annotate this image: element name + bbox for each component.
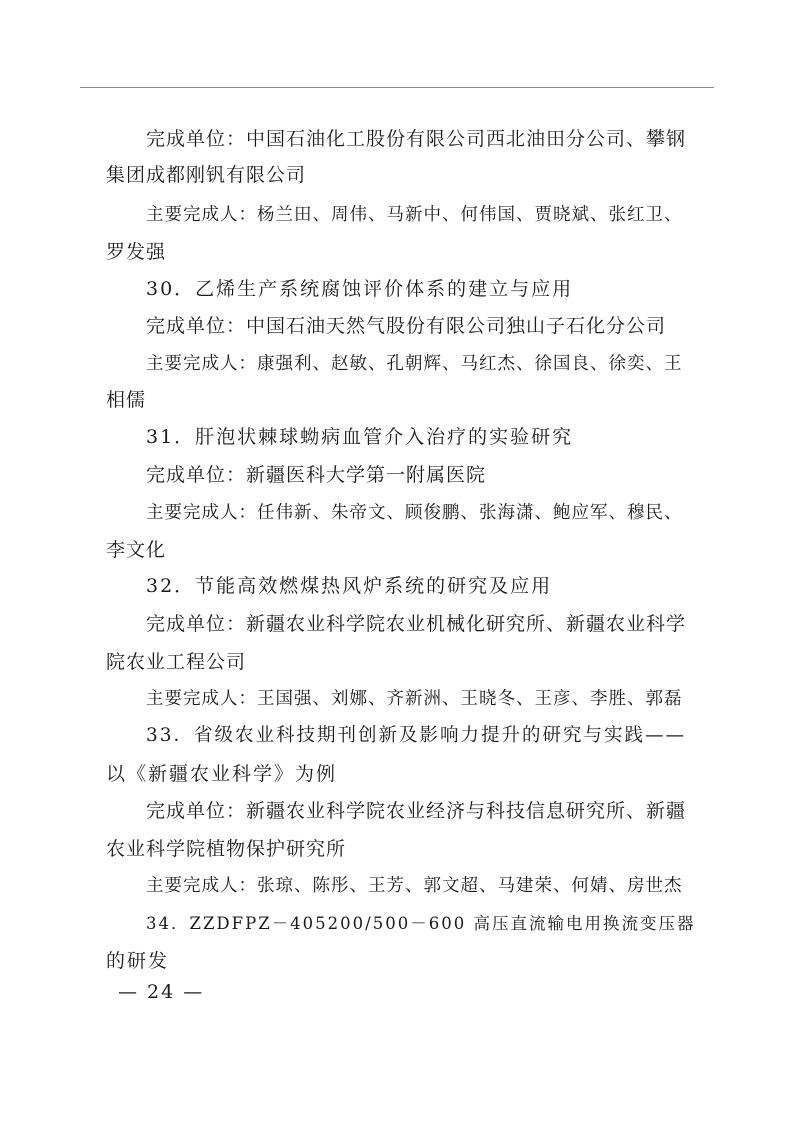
entry-29-unit-line-2: 集团成都刚钒有限公司 [106,164,307,186]
entry-33-unit-line-1: 完成单位：新疆农业科学院农业经济与科技信息研究所、新疆 [146,800,687,822]
entry-29-people-line-2: 罗发强 [106,241,167,263]
entry-32-title: 32．节能高效燃煤热风炉系统的研究及应用 [146,575,553,597]
entry-31-title: 31．肝泡状棘球蚴病血管介入治疗的实验研究 [146,426,574,448]
entry-33-unit-line-2: 农业科学院植物保护研究所 [106,838,347,860]
entry-34-title-line-2: 的研发 [106,950,170,972]
entry-32-people: 主要完成人：王国强、刘娜、齐新洲、王晓冬、王彦、李胜、郭磊 [146,689,683,709]
entry-32-unit-line-2: 院农业工程公司 [106,651,247,673]
entry-31-people-line-1: 主要完成人：任伟新、朱帝文、顾俊鹏、张海潇、鲍应军、穆民、 [146,503,683,523]
entry-32-unit-line-1: 完成单位：新疆农业科学院农业机械化研究所、新疆农业科学 [146,613,687,635]
entry-30-title: 30．乙烯生产系统腐蚀评价体系的建立与应用 [146,278,574,300]
entry-30-people-line-1: 主要完成人：康强利、赵敏、孔朝辉、马红杰、徐国良、徐奕、王 [146,354,683,374]
header-rule [80,87,714,88]
entry-33-title-line-2: 以《新疆农业科学》为例 [106,763,338,785]
entry-29-people-line-1: 主要完成人：杨兰田、周伟、马新中、何伟国、贾晓斌、张红卫、 [146,205,683,225]
page-number: — 24 — [118,981,205,1003]
entry-30-people-line-2: 相儒 [106,389,147,411]
entry-31-people-line-2: 李文化 [106,539,167,561]
entry-30-unit: 完成单位：中国石油天然气股份有限公司独山子石化分公司 [146,315,667,337]
entry-33-title-line-1: 33．省级农业科技期刊创新及影响力提升的研究与实践—— [146,725,687,746]
entry-31-unit: 完成单位：新疆医科大学第一附属医院 [146,464,487,486]
entry-34-title-line-1: 34．ZZDFPZ－405200/500－600 高压直流输电用换流变压器 [146,914,696,933]
entry-33-people: 主要完成人：张琼、陈彤、王芳、郭文超、马建荣、何婧、房世杰 [146,876,683,896]
entry-29-unit-line-1: 完成单位：中国石油化工股份有限公司西北油田分公司、攀钢 [146,128,687,150]
